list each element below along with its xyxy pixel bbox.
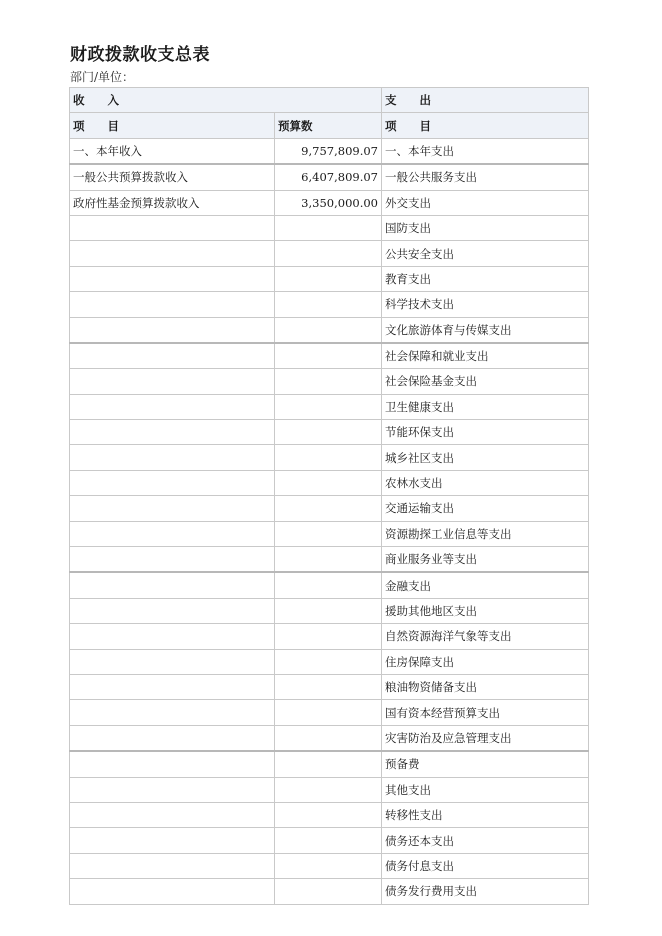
table-row [70,521,589,546]
expense-item-cell: 外交支出 [382,190,589,215]
table-row [70,547,589,573]
income-item-cell [70,751,275,777]
page-title: 财政拨款收支总表 [70,45,210,65]
table-row [70,369,589,394]
budget-amount-cell [275,700,382,725]
budget-amount-cell [275,292,382,317]
table-row [70,751,589,777]
income-item-cell [70,700,275,725]
expense-item-cell: 一般公共服务支出 [382,164,589,190]
budget-amount-cell [275,470,382,495]
table-row [70,190,589,215]
income-item-cell [70,649,275,674]
table-row [70,343,589,369]
expense-item-cell: 一、本年支出 [382,138,589,164]
table-row [70,802,589,827]
budget-amount-cell [275,266,382,291]
expense-item-cell: 文化旅游体育与传媒支出 [382,317,589,343]
income-item-cell [70,445,275,470]
expense-section-header: 支 出 [382,88,589,113]
budget-amount-cell [275,725,382,751]
table-row [70,777,589,802]
income-item-cell [70,496,275,521]
table-row [70,394,589,419]
budget-amount-cell [275,853,382,878]
budget-amount-cell [275,624,382,649]
budget-amount-cell [275,751,382,777]
table-row [70,266,589,291]
table-row [70,241,589,266]
budget-amount-cell [275,241,382,266]
section-header-row [70,88,589,113]
budget-amount-cell [275,674,382,699]
budget-column-header: 预算数 [275,113,382,138]
income-item-cell [70,547,275,573]
income-item-cell [70,853,275,878]
budget-summary-table [69,87,589,905]
expense-item-cell: 预备费 [382,751,589,777]
expense-item-cell: 商业服务业等支出 [382,547,589,573]
budget-amount-cell [275,420,382,445]
expense-item-cell: 教育支出 [382,266,589,291]
table-row [70,879,589,904]
expense-item-cell: 债务付息支出 [382,853,589,878]
table-row [70,572,589,598]
income-item-cell [70,292,275,317]
income-section-header: 收 入 [70,88,382,113]
expense-item-cell: 交通运输支出 [382,496,589,521]
income-item-cell [70,802,275,827]
budget-amount-cell [275,369,382,394]
budget-amount-cell [275,598,382,623]
budget-amount-cell [275,445,382,470]
expense-item-cell: 转移性支出 [382,802,589,827]
table-row [70,420,589,445]
income-item-cell [70,215,275,240]
expense-item-cell: 资源勘探工业信息等支出 [382,521,589,546]
income-item-cell [70,624,275,649]
income-item-cell: 政府性基金预算拨款收入 [70,190,275,215]
expense-item-cell: 债务发行费用支出 [382,879,589,904]
income-item-cell [70,266,275,291]
table-row [70,649,589,674]
budget-amount-cell [275,394,382,419]
expense-item-cell: 国有资本经营预算支出 [382,700,589,725]
income-item-cell [70,725,275,751]
expense-item-cell: 卫生健康支出 [382,394,589,419]
income-item-cell: 一、本年收入 [70,138,275,164]
table-row [70,700,589,725]
expense-item-cell: 援助其他地区支出 [382,598,589,623]
income-item-cell [70,777,275,802]
table-row [70,138,589,164]
expense-item-cell: 城乡社区支出 [382,445,589,470]
budget-amount-cell [275,828,382,853]
table-row [70,624,589,649]
income-item-cell [70,369,275,394]
table-row [70,674,589,699]
income-item-cell [70,879,275,904]
expense-item-cell: 债务还本支出 [382,828,589,853]
budget-amount-cell [275,317,382,343]
expense-item-cell: 其他支出 [382,777,589,802]
budget-amount-cell [275,547,382,573]
expense-item-cell: 国防支出 [382,215,589,240]
income-item-cell [70,828,275,853]
budget-amount-cell [275,802,382,827]
income-item-cell [70,241,275,266]
column-header-row [70,113,589,138]
expense-item-cell: 住房保障支出 [382,649,589,674]
table-row [70,470,589,495]
expense-item-cell: 节能环保支出 [382,420,589,445]
budget-amount-cell: 6,407,809.07 [275,164,382,190]
table-row [70,853,589,878]
expense-item-cell: 社会保险基金支出 [382,369,589,394]
budget-amount-cell [275,879,382,904]
income-item-cell [70,343,275,369]
expense-item-cell: 公共安全支出 [382,241,589,266]
income-item-cell [70,598,275,623]
expense-item-cell: 社会保障和就业支出 [382,343,589,369]
expense-item-cell: 粮油物资储备支出 [382,674,589,699]
income-item-column-header: 项 目 [70,113,275,138]
table-row [70,598,589,623]
table-row [70,828,589,853]
income-item-cell [70,674,275,699]
table-row [70,496,589,521]
budget-amount-cell [275,496,382,521]
income-item-cell [70,572,275,598]
budget-amount-cell [275,572,382,598]
budget-amount-cell [275,215,382,240]
expense-item-cell: 自然资源海洋气象等支出 [382,624,589,649]
table-row [70,292,589,317]
department-label: 部门/单位： [70,70,135,84]
income-item-cell [70,317,275,343]
expense-item-column-header: 项 目 [382,113,589,138]
budget-amount-cell: 3,350,000.00 [275,190,382,215]
expense-item-cell: 金融支出 [382,572,589,598]
expense-item-cell: 农林水支出 [382,470,589,495]
budget-amount-cell: 9,757,809.07 [275,138,382,164]
budget-amount-cell [275,777,382,802]
income-item-cell [70,470,275,495]
income-item-cell [70,394,275,419]
budget-amount-cell [275,343,382,369]
expense-item-cell: 灾害防治及应急管理支出 [382,725,589,751]
income-item-cell: 一般公共预算拨款收入 [70,164,275,190]
income-item-cell [70,521,275,546]
income-item-cell [70,420,275,445]
table-row [70,317,589,343]
expense-item-cell: 科学技术支出 [382,292,589,317]
table-row [70,445,589,470]
table-row [70,215,589,240]
table-row [70,725,589,751]
budget-amount-cell [275,649,382,674]
budget-amount-cell [275,521,382,546]
table-row [70,164,589,190]
